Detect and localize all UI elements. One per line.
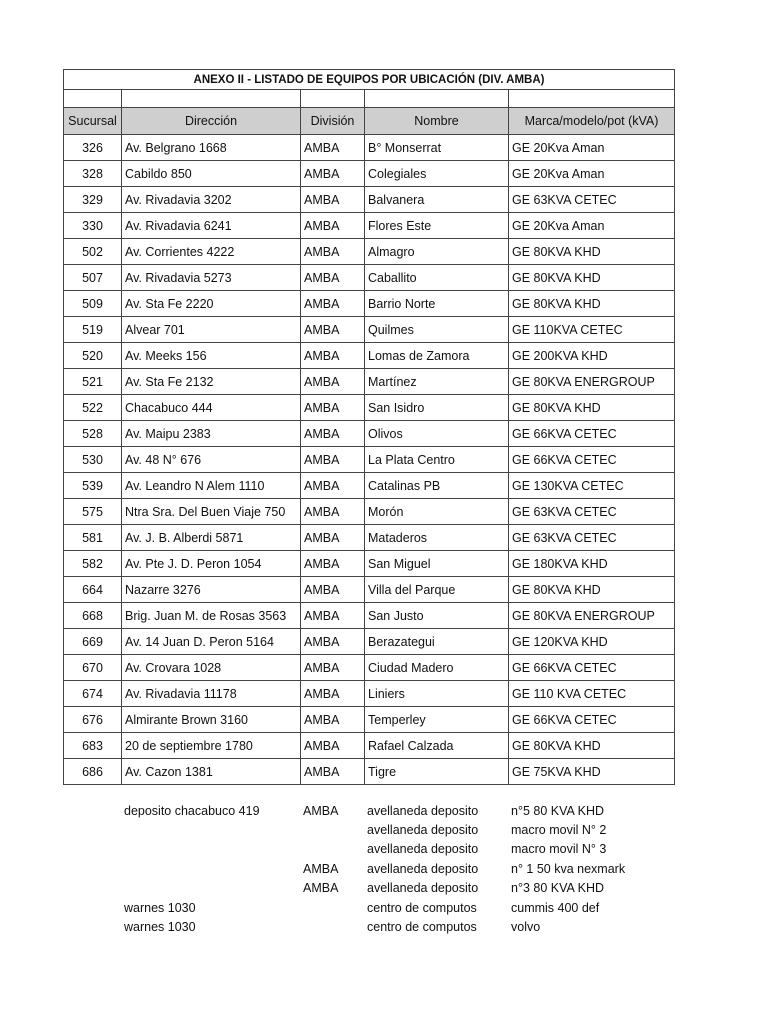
table-row: [64, 291, 675, 317]
title-row: [64, 70, 675, 90]
nombre-cell: Olivos: [365, 421, 509, 447]
nombre-cell: avellaneda deposito: [367, 803, 479, 818]
sucursal-cell: 683: [64, 733, 122, 759]
marca-cell: GE 80KVA KHD: [509, 265, 675, 291]
division-cell: AMBA: [301, 733, 365, 759]
table-row: [64, 187, 675, 213]
direccion-cell: Av. 48 N° 676: [122, 447, 301, 473]
direccion-cell: Av. Rivadavia 11178: [122, 681, 301, 707]
marca-cell: n°5 80 KVA KHD: [511, 803, 605, 818]
nombre-cell: Flores Este: [365, 213, 509, 239]
marca-cell: GE 75KVA KHD: [509, 759, 675, 785]
list-item: [63, 879, 674, 898]
sucursal-cell: 664: [64, 577, 122, 603]
direccion-cell: [121, 859, 300, 878]
marca-cell: cummis 400 def: [511, 900, 600, 915]
table-row: [64, 759, 675, 785]
sucursal-cell: 539: [64, 473, 122, 499]
direccion-cell: Av. Sta Fe 2220: [122, 291, 301, 317]
sucursal-cell: 521: [64, 369, 122, 395]
table-row: [64, 629, 675, 655]
nombre-cell: San Miguel: [365, 551, 509, 577]
direccion-cell: Ntra Sra. Del Buen Viaje 750: [122, 499, 301, 525]
marca-cell: GE 120KVA KHD: [509, 629, 675, 655]
table-row: [64, 473, 675, 499]
table-row: [64, 525, 675, 551]
sucursal-cell: 326: [64, 135, 122, 161]
division-cell: AMBA: [301, 161, 365, 187]
direccion-cell: Av. J. B. Alberdi 5871: [122, 525, 301, 551]
division-cell: AMBA: [301, 447, 365, 473]
marca-cell: GE 80KVA KHD: [509, 577, 675, 603]
nombre-cell: San Justo: [365, 603, 509, 629]
sucursal-cell: [63, 820, 121, 839]
marca-cell: GE 63KVA CETEC: [509, 525, 675, 551]
direccion-cell: Av. Sta Fe 2132: [122, 369, 301, 395]
division-cell: AMBA: [301, 187, 365, 213]
table-row: [64, 239, 675, 265]
direccion-cell: [121, 879, 300, 898]
table-row: [64, 421, 675, 447]
marca-cell: GE 63KVA CETEC: [509, 187, 675, 213]
nombre-cell: San Isidro: [365, 395, 509, 421]
column-header: Sucursal: [64, 108, 122, 135]
direccion-cell: [121, 820, 300, 839]
direccion-cell: 20 de septiembre 1780: [122, 733, 301, 759]
nombre-cell: Martínez: [365, 369, 509, 395]
nombre-cell: Balvanera: [365, 187, 509, 213]
division-cell: AMBA: [301, 707, 365, 733]
direccion-cell: [121, 840, 300, 859]
list-item: [63, 840, 674, 859]
list-item: [63, 859, 674, 878]
sucursal-cell: 669: [64, 629, 122, 655]
nombre-cell: Colegiales: [365, 161, 509, 187]
nombre-cell: Villa del Parque: [365, 577, 509, 603]
nombre-cell: Barrio Norte: [365, 291, 509, 317]
nombre-cell: Tigre: [365, 759, 509, 785]
nombre-cell: Temperley: [365, 707, 509, 733]
nombre-cell: Lomas de Zamora: [365, 343, 509, 369]
header-row: [64, 108, 675, 135]
direccion-cell: Av. Crovara 1028: [122, 655, 301, 681]
sucursal-cell: 330: [64, 213, 122, 239]
marca-cell: GE 180KVA KHD: [509, 551, 675, 577]
column-header: Nombre: [365, 108, 509, 135]
nombre-cell: B° Monserrat: [365, 135, 509, 161]
nombre-cell: Berazategui: [365, 629, 509, 655]
document-title: ANEXO II - LISTADO DE EQUIPOS POR UBICACIÓN (DIV. AMBA): [64, 70, 675, 90]
division-cell: AMBA: [301, 135, 365, 161]
division-cell: AMBA: [301, 291, 365, 317]
sucursal-cell: 509: [64, 291, 122, 317]
division-cell: [300, 898, 364, 917]
sucursal-cell: 520: [64, 343, 122, 369]
marca-cell: GE 20Kva Aman: [509, 161, 675, 187]
direccion-cell: Chacabuco 444: [122, 395, 301, 421]
direccion-cell: Av. Rivadavia 6241: [122, 213, 301, 239]
sucursal-cell: 530: [64, 447, 122, 473]
blank-row: [64, 90, 675, 108]
nombre-cell: Almagro: [365, 239, 509, 265]
column-header: División: [301, 108, 365, 135]
marca-cell: macro movil N° 2: [511, 823, 607, 838]
direccion-cell: Av. Maipu 2383: [122, 421, 301, 447]
direccion-cell: deposito chacabuco 419: [124, 803, 260, 818]
direccion-cell: Nazarre 3276: [122, 577, 301, 603]
sucursal-cell: 668: [64, 603, 122, 629]
sucursal-cell: 507: [64, 265, 122, 291]
table-row: [64, 213, 675, 239]
marca-cell: n°3 80 KVA KHD: [511, 881, 605, 896]
division-cell: AMBA: [301, 369, 365, 395]
division-cell: [300, 820, 364, 839]
sucursal-cell: 686: [64, 759, 122, 785]
nombre-cell: Ciudad Madero: [365, 655, 509, 681]
nombre-cell: Quilmes: [365, 317, 509, 343]
division-cell: AMBA: [303, 881, 339, 896]
extra-equipment-list: [63, 801, 674, 937]
nombre-cell: Mataderos: [365, 525, 509, 551]
sucursal-cell: 328: [64, 161, 122, 187]
nombre-cell: avellaneda deposito: [367, 881, 479, 896]
nombre-cell: Liniers: [365, 681, 509, 707]
marca-cell: volvo: [511, 920, 541, 935]
blank-cell: [509, 90, 675, 108]
table-row: [64, 733, 675, 759]
marca-cell: GE 200KVA KHD: [509, 343, 675, 369]
list-item: [63, 898, 674, 917]
division-cell: AMBA: [301, 317, 365, 343]
sucursal-cell: 676: [64, 707, 122, 733]
sucursal-cell: 519: [64, 317, 122, 343]
marca-cell: macro movil N° 3: [511, 842, 607, 857]
direccion-cell: warnes 1030: [124, 900, 196, 915]
division-cell: AMBA: [301, 655, 365, 681]
sucursal-cell: 329: [64, 187, 122, 213]
division-cell: AMBA: [301, 213, 365, 239]
sucursal-cell: 581: [64, 525, 122, 551]
marca-cell: GE 110KVA CETEC: [509, 317, 675, 343]
division-cell: AMBA: [301, 265, 365, 291]
sucursal-cell: 582: [64, 551, 122, 577]
sucursal-cell: [63, 859, 121, 878]
list-item: [63, 820, 674, 839]
sucursal-cell: [63, 840, 121, 859]
division-cell: AMBA: [301, 759, 365, 785]
nombre-cell: avellaneda deposito: [367, 842, 479, 857]
division-cell: AMBA: [301, 551, 365, 577]
division-cell: AMBA: [303, 861, 339, 876]
sucursal-cell: 528: [64, 421, 122, 447]
table-row: [64, 551, 675, 577]
division-cell: [300, 840, 364, 859]
sucursal-cell: [63, 917, 121, 936]
table-row: [64, 707, 675, 733]
blank-cell: [301, 90, 365, 108]
sucursal-cell: [63, 801, 121, 820]
division-cell: AMBA: [303, 803, 339, 818]
direccion-cell: Av. Rivadavia 5273: [122, 265, 301, 291]
division-cell: AMBA: [301, 421, 365, 447]
nombre-cell: La Plata Centro: [365, 447, 509, 473]
nombre-cell: Caballito: [365, 265, 509, 291]
direccion-cell: Cabildo 850: [122, 161, 301, 187]
nombre-cell: Catalinas PB: [365, 473, 509, 499]
sucursal-cell: [63, 879, 121, 898]
column-header: Dirección: [122, 108, 301, 135]
division-cell: AMBA: [301, 629, 365, 655]
table-row: [64, 499, 675, 525]
marca-cell: n° 1 50 kva nexmark: [511, 861, 626, 876]
direccion-cell: Av. 14 Juan D. Peron 5164: [122, 629, 301, 655]
table-row: [64, 135, 675, 161]
marca-cell: GE 80KVA KHD: [509, 291, 675, 317]
nombre-cell: Rafael Calzada: [365, 733, 509, 759]
direccion-cell: Almirante Brown 3160: [122, 707, 301, 733]
direccion-cell: Av. Leandro N Alem 1110: [122, 473, 301, 499]
nombre-cell: avellaneda deposito: [367, 823, 479, 838]
list-item: [63, 917, 674, 936]
direccion-cell: Av. Meeks 156: [122, 343, 301, 369]
direccion-cell: Av. Rivadavia 3202: [122, 187, 301, 213]
table-row: [64, 681, 675, 707]
direccion-cell: Av. Belgrano 1668: [122, 135, 301, 161]
table-row: [64, 161, 675, 187]
marca-cell: GE 66KVA CETEC: [509, 707, 675, 733]
table-row: [64, 369, 675, 395]
marca-cell: GE 66KVA CETEC: [509, 421, 675, 447]
direccion-cell: Av. Cazon 1381: [122, 759, 301, 785]
blank-cell: [365, 90, 509, 108]
list-item: [63, 801, 674, 820]
marca-cell: GE 66KVA CETEC: [509, 447, 675, 473]
marca-cell: GE 80KVA ENERGROUP: [509, 369, 675, 395]
column-header: Marca/modelo/pot (kVA): [509, 108, 675, 135]
marca-cell: GE 63KVA CETEC: [509, 499, 675, 525]
marca-cell: GE 110 KVA CETEC: [509, 681, 675, 707]
table-row: [64, 603, 675, 629]
sucursal-cell: 575: [64, 499, 122, 525]
table-row: [64, 447, 675, 473]
direccion-cell: Brig. Juan M. de Rosas 3563: [122, 603, 301, 629]
marca-cell: GE 66KVA CETEC: [509, 655, 675, 681]
division-cell: [300, 917, 364, 936]
sucursal-cell: 670: [64, 655, 122, 681]
marca-cell: GE 80KVA KHD: [509, 733, 675, 759]
table-row: [64, 577, 675, 603]
sucursal-cell: 674: [64, 681, 122, 707]
table-row: [64, 655, 675, 681]
table-row: [64, 343, 675, 369]
division-cell: AMBA: [301, 473, 365, 499]
blank-cell: [64, 90, 122, 108]
division-cell: AMBA: [301, 577, 365, 603]
equipment-table: [63, 69, 675, 785]
division-cell: AMBA: [301, 681, 365, 707]
nombre-cell: centro de computos: [367, 920, 477, 935]
sucursal-cell: 522: [64, 395, 122, 421]
division-cell: AMBA: [301, 395, 365, 421]
marca-cell: GE 20Kva Aman: [509, 135, 675, 161]
marca-cell: GE 20Kva Aman: [509, 213, 675, 239]
direccion-cell: Av. Pte J. D. Peron 1054: [122, 551, 301, 577]
marca-cell: GE 80KVA KHD: [509, 395, 675, 421]
blank-cell: [122, 90, 301, 108]
direccion-cell: Alvear 701: [122, 317, 301, 343]
nombre-cell: avellaneda deposito: [367, 861, 479, 876]
nombre-cell: Morón: [365, 499, 509, 525]
table-row: [64, 317, 675, 343]
division-cell: AMBA: [301, 499, 365, 525]
division-cell: AMBA: [301, 239, 365, 265]
table-row: [64, 265, 675, 291]
table-row: [64, 395, 675, 421]
marca-cell: GE 80KVA ENERGROUP: [509, 603, 675, 629]
sucursal-cell: 502: [64, 239, 122, 265]
direccion-cell: Av. Corrientes 4222: [122, 239, 301, 265]
sucursal-cell: [63, 898, 121, 917]
nombre-cell: centro de computos: [367, 900, 477, 915]
division-cell: AMBA: [301, 525, 365, 551]
direccion-cell: warnes 1030: [124, 920, 196, 935]
marca-cell: GE 80KVA KHD: [509, 239, 675, 265]
marca-cell: GE 130KVA CETEC: [509, 473, 675, 499]
division-cell: AMBA: [301, 603, 365, 629]
division-cell: AMBA: [301, 343, 365, 369]
